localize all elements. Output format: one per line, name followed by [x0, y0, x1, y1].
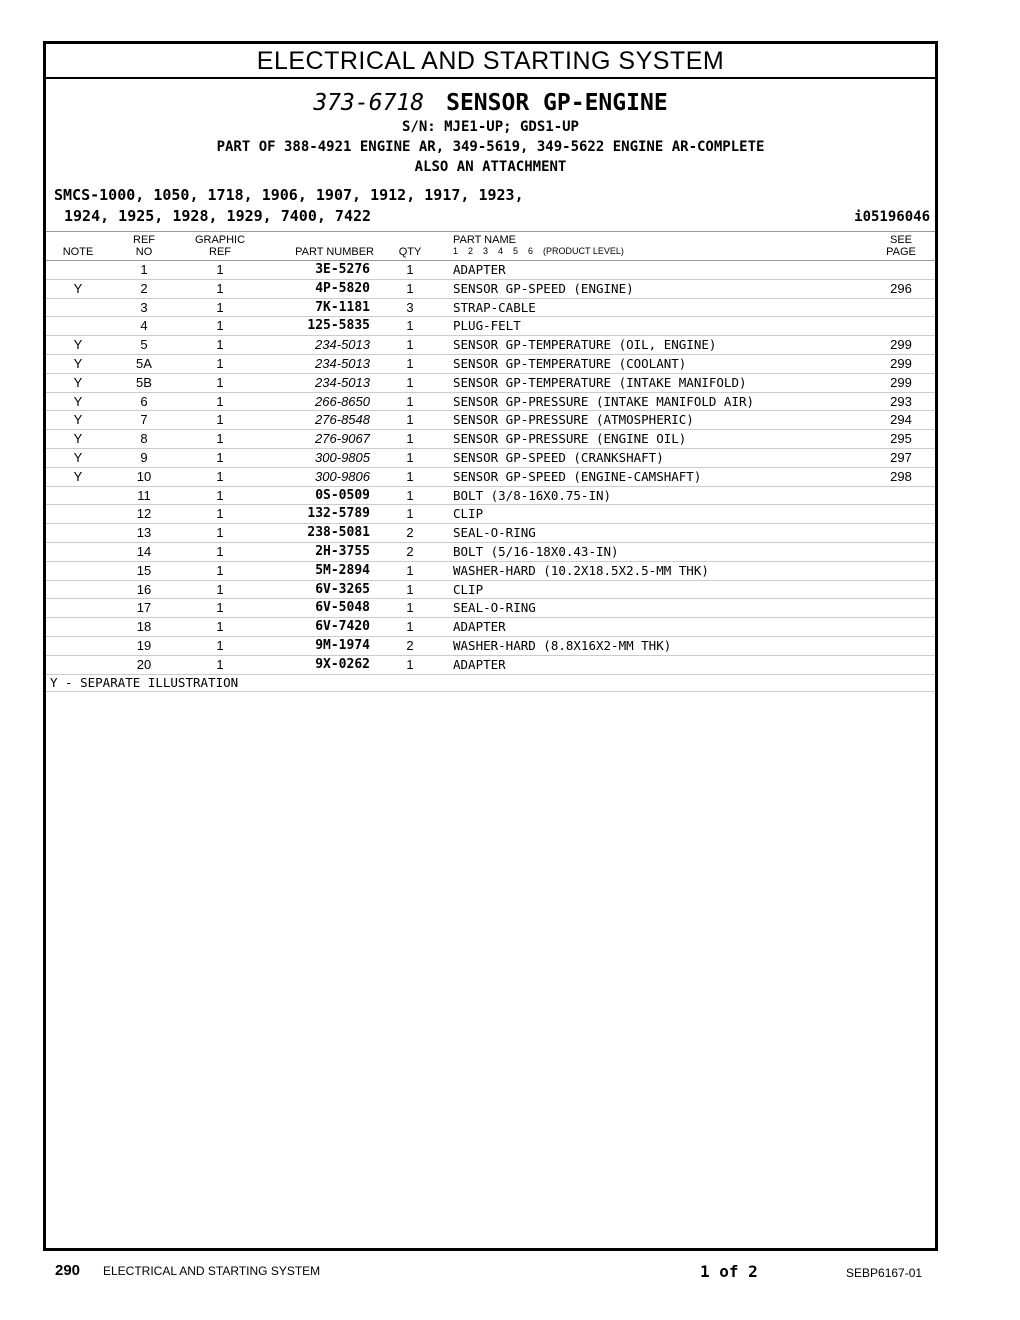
row-part-number[interactable]: 9X-0262 — [315, 656, 370, 672]
row-ref-no: 10 — [136, 468, 152, 484]
table-row — [46, 449, 935, 468]
row-see-page[interactable]: 297 — [890, 449, 912, 465]
row-see-page[interactable]: 299 — [890, 337, 912, 353]
row-ref-no: 7 — [140, 412, 148, 428]
row-ref-no: 3 — [140, 299, 148, 315]
row-graphic-ref: 1 — [216, 262, 224, 277]
row-ref-no: 1 — [140, 262, 148, 277]
row-part-name: SENSOR GP-TEMPERATURE (INTAKE MANIFOLD) — [453, 374, 747, 390]
row-note: Y — [73, 374, 83, 390]
row-part-number[interactable]: 234-5013 — [315, 374, 370, 390]
illustration-id: i05196046 — [854, 209, 930, 225]
row-graphic-ref: 1 — [216, 355, 224, 371]
row-note: Y — [73, 355, 83, 371]
row-part-number[interactable]: 3E-5276 — [315, 262, 370, 277]
row-note: Y — [73, 280, 83, 296]
row-note: Y — [73, 468, 83, 484]
row-ref-no: 4 — [140, 318, 148, 334]
table-row — [46, 393, 935, 412]
row-part-name: SEAL-O-RING — [453, 525, 536, 541]
row-ref-no: 16 — [136, 581, 152, 597]
row-graphic-ref: 1 — [216, 637, 224, 653]
row-part-number[interactable]: 4P-5820 — [315, 280, 370, 296]
row-qty: 1 — [406, 374, 414, 390]
table-row — [46, 599, 935, 618]
row-qty: 1 — [406, 600, 414, 616]
row-see-page[interactable]: 293 — [890, 393, 912, 409]
row-graphic-ref: 1 — [216, 412, 224, 428]
row-part-name: CLIP — [453, 506, 484, 522]
row-ref-no: 8 — [140, 431, 148, 447]
row-part-number[interactable]: 6V-5048 — [315, 600, 370, 616]
table-row — [46, 487, 935, 506]
table-row — [46, 637, 935, 656]
table-row — [46, 299, 935, 318]
serial-range: S/N: MJE1-UP; GDS1-UP — [401, 119, 579, 135]
row-note: Y — [73, 412, 83, 428]
footer-section: ELECTRICAL AND STARTING SYSTEM — [103, 1264, 321, 1278]
row-part-number[interactable]: 276-9067 — [315, 431, 370, 447]
row-graphic-ref: 1 — [216, 318, 224, 334]
table-row — [46, 581, 935, 600]
row-part-name: ADAPTER — [453, 656, 506, 672]
row-note: Y — [73, 431, 83, 447]
col-graphic-ref: GRAPHIC REF — [194, 234, 246, 258]
row-qty: 1 — [406, 355, 414, 371]
row-part-number[interactable]: 234-5013 — [315, 337, 370, 353]
row-qty: 1 — [406, 468, 414, 484]
row-ref-no: 19 — [136, 637, 152, 653]
row-graphic-ref: 1 — [216, 525, 224, 541]
row-part-name: SENSOR GP-PRESSURE (INTAKE MANIFOLD AIR) — [453, 393, 755, 409]
row-graphic-ref: 1 — [216, 543, 224, 559]
col-ref-no: REF NO — [133, 234, 155, 258]
row-graphic-ref: 1 — [216, 449, 224, 465]
table-row — [46, 430, 935, 449]
table-row — [46, 656, 935, 675]
row-qty: 1 — [406, 262, 414, 277]
row-graphic-ref: 1 — [216, 431, 224, 447]
table-row — [46, 618, 935, 637]
row-qty: 3 — [406, 299, 414, 315]
row-note: Y — [73, 337, 83, 353]
row-qty: 1 — [406, 393, 414, 409]
row-part-number[interactable]: 276-8548 — [315, 412, 370, 428]
row-graphic-ref: 1 — [216, 581, 224, 597]
parts-table-body — [46, 261, 935, 675]
row-part-number[interactable]: 132-5789 — [307, 506, 370, 522]
row-graphic-ref: 1 — [216, 393, 224, 409]
row-part-name: SENSOR GP-PRESSURE (ATMOSPHERIC) — [453, 412, 694, 428]
col-part-name: PART NAME — [453, 234, 516, 246]
group-part-number[interactable]: 373-6718 — [313, 90, 425, 116]
row-ref-no: 14 — [136, 543, 152, 559]
footer-doc-id: SEBP6167-01 — [846, 1266, 923, 1280]
row-part-name: SENSOR GP-TEMPERATURE (OIL, ENGINE) — [453, 337, 717, 353]
row-ref-no: 15 — [136, 562, 152, 578]
footer-page-number: 290 — [55, 1262, 81, 1279]
row-qty: 1 — [406, 449, 414, 465]
row-graphic-ref: 1 — [216, 280, 224, 296]
attachment-note: ALSO AN ATTACHMENT — [414, 159, 567, 175]
row-part-name: SENSOR GP-PRESSURE (ENGINE OIL) — [453, 431, 687, 447]
row-part-number[interactable]: 6V-7420 — [315, 619, 370, 635]
row-ref-no: 11 — [137, 487, 151, 503]
row-ref-no: 5B — [136, 374, 152, 390]
col-qty: QTY — [398, 246, 422, 258]
section-title: ELECTRICAL AND STARTING SYSTEM — [46, 44, 935, 79]
row-qty: 2 — [406, 525, 414, 541]
row-see-page[interactable]: 299 — [890, 374, 912, 390]
row-qty: 1 — [406, 337, 414, 353]
row-ref-no: 5A — [136, 355, 152, 371]
table-row — [46, 317, 935, 336]
row-part-name: BOLT (3/8-16X0.75-IN) — [453, 487, 612, 503]
row-part-number[interactable]: 0S-0509 — [315, 487, 370, 503]
row-ref-no: 5 — [140, 337, 148, 353]
row-qty: 2 — [406, 637, 414, 653]
table-row — [46, 524, 935, 543]
row-graphic-ref: 1 — [216, 619, 224, 635]
table-row — [46, 374, 935, 393]
row-graphic-ref: 1 — [216, 468, 224, 484]
row-part-number[interactable]: 9M-1974 — [315, 637, 370, 653]
row-see-page[interactable]: 296 — [890, 280, 912, 296]
row-part-name: WASHER-HARD (10.2X18.5X2.5-MM THK) — [453, 562, 709, 578]
col-see-page: SEE PAGE — [886, 234, 916, 258]
row-see-page[interactable]: 294 — [890, 412, 912, 428]
col-note: NOTE — [62, 246, 94, 258]
smcs-block — [46, 185, 935, 229]
table-row — [46, 543, 935, 562]
row-graphic-ref: 1 — [216, 299, 224, 315]
row-part-name: SENSOR GP-TEMPERATURE (COOLANT) — [453, 355, 687, 371]
row-qty: 1 — [406, 619, 414, 635]
row-part-number[interactable]: 266-8650 — [315, 393, 370, 409]
group-heading — [46, 89, 935, 117]
row-graphic-ref: 1 — [216, 562, 224, 578]
row-part-name: ADAPTER — [453, 619, 506, 635]
row-note: Y — [73, 449, 83, 465]
group-name: SENSOR GP-ENGINE — [446, 90, 668, 116]
table-row — [46, 411, 935, 430]
table-row — [46, 562, 935, 581]
row-qty: 1 — [406, 318, 414, 334]
row-qty: 1 — [406, 506, 414, 522]
row-part-number[interactable]: 300-9805 — [315, 449, 370, 465]
row-qty: 1 — [406, 431, 414, 447]
table-row — [46, 336, 935, 355]
row-graphic-ref: 1 — [216, 600, 224, 616]
row-ref-no: 18 — [136, 619, 152, 635]
row-part-name: BOLT (5/16-18X0.43-IN) — [453, 543, 619, 559]
col-product-levels: 1 2 3 4 5 6 (PRODUCT LEVEL) — [453, 246, 624, 256]
row-ref-no: 2 — [140, 280, 148, 296]
row-graphic-ref: 1 — [216, 656, 224, 672]
row-qty: 2 — [406, 543, 414, 559]
row-part-name: PLUG-FELT — [453, 318, 521, 334]
row-part-name: SENSOR GP-SPEED (ENGINE-CAMSHAFT) — [453, 468, 702, 484]
footer-sheet: 1 of 2 — [700, 1262, 758, 1281]
row-ref-no: 12 — [136, 506, 152, 522]
row-qty: 1 — [406, 487, 414, 503]
row-graphic-ref: 1 — [216, 487, 224, 503]
row-qty: 1 — [406, 412, 414, 428]
row-ref-no: 6 — [140, 393, 148, 409]
smcs-line-2: 1924, 1925, 1928, 1929, 7400, 7422 — [64, 207, 372, 225]
row-see-page[interactable]: 298 — [890, 468, 912, 484]
row-qty: 1 — [406, 562, 414, 578]
row-part-number[interactable]: 6V-3265 — [315, 581, 370, 597]
row-see-page[interactable]: 295 — [890, 431, 912, 447]
row-ref-no: 17 — [136, 600, 152, 616]
row-part-name: WASHER-HARD (8.8X16X2-MM THK) — [453, 637, 672, 653]
row-ref-no: 20 — [136, 656, 152, 672]
page-footer — [0, 1262, 1020, 1282]
row-graphic-ref: 1 — [216, 374, 224, 390]
row-qty: 1 — [406, 581, 414, 597]
table-row — [46, 261, 935, 280]
smcs-line-1: SMCS-1000, 1050, 1718, 1906, 1907, 1912, 1917, 1923, — [54, 186, 524, 204]
row-qty: 1 — [406, 280, 414, 296]
row-part-number[interactable]: 2H-3755 — [315, 543, 370, 559]
row-part-name: SENSOR GP-SPEED (CRANKSHAFT) — [453, 449, 664, 465]
row-part-number[interactable]: 7K-1181 — [315, 299, 370, 315]
row-part-name: STRAP-CABLE — [453, 299, 536, 315]
part-of-line: PART OF 388-4921 ENGINE AR, 349-5619, 349-5622 ENGINE AR-COMPLETE — [216, 139, 765, 155]
row-note: Y — [73, 393, 83, 409]
row-part-number[interactable]: 125-5835 — [307, 318, 370, 334]
row-part-number[interactable]: 234-5013 — [315, 355, 370, 371]
table-row — [46, 355, 935, 374]
row-part-name: SENSOR GP-SPEED (ENGINE) — [453, 280, 634, 296]
table-row — [46, 468, 935, 487]
row-part-name: ADAPTER — [453, 262, 506, 277]
row-part-number[interactable]: 300-9806 — [315, 468, 370, 484]
row-graphic-ref: 1 — [216, 506, 224, 522]
page-frame — [43, 41, 938, 1251]
row-see-page[interactable]: 299 — [890, 355, 912, 371]
table-header — [46, 231, 935, 261]
col-part-number: PART NUMBER — [295, 246, 374, 258]
row-part-name: SEAL-O-RING — [453, 600, 536, 616]
smcs-codes — [54, 185, 524, 227]
row-ref-no: 13 — [136, 525, 152, 541]
row-part-number[interactable]: 5M-2894 — [315, 562, 370, 578]
table-row — [46, 280, 935, 299]
row-graphic-ref: 1 — [216, 337, 224, 353]
row-part-number[interactable]: 238-5081 — [307, 525, 370, 541]
table-row — [46, 505, 935, 524]
row-part-name: CLIP — [453, 581, 484, 597]
footnote: Y - SEPARATE ILLUSTRATION — [46, 675, 935, 692]
row-qty: 1 — [406, 656, 414, 672]
row-ref-no: 9 — [140, 449, 148, 465]
